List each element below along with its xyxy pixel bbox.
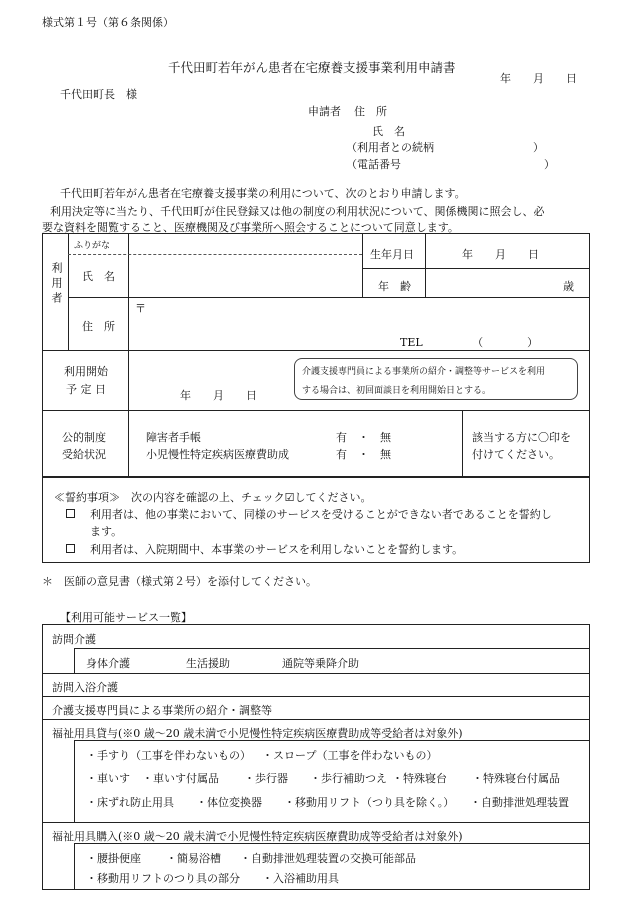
user-name-label: 氏 名 xyxy=(82,270,115,283)
pledge-checkbox-1[interactable] xyxy=(66,509,75,518)
applicant-address-label: 住 所 xyxy=(354,105,387,118)
rental-item: ・スロープ（工事を伴わないもの） xyxy=(262,749,438,762)
purchase-item: ・移動用リフトのつり具の部分 xyxy=(86,872,240,885)
form-number: 様式第１号（第６条関係） xyxy=(42,16,174,29)
services-title: 【利用可能サービス一覧】 xyxy=(60,611,192,624)
user-address-label: 住 所 xyxy=(82,320,115,333)
applicant-phone-label: （電話番号 ） xyxy=(346,158,555,171)
home-care-item: 生活援助 xyxy=(186,657,230,670)
start-date-value: 年 月 日 xyxy=(180,389,257,402)
disability-card-yesno[interactable]: 有 ・ 無 xyxy=(336,431,391,444)
submission-date: 年 月 日 xyxy=(500,72,577,85)
service-care-manager: 介護支援専門員による事業所の紹介・調整等 xyxy=(52,704,272,717)
pediatric-aid-label: 小児慢性特定疾病医療費助成 xyxy=(146,448,289,461)
page-title: 千代田町若年がん患者在宅療養支援事業利用申請書 xyxy=(168,60,456,75)
age-unit: 歳 xyxy=(563,280,574,293)
circle-instruction-1: 該当する方に〇印を xyxy=(472,431,571,444)
pledge-item-1a: 利用者は、他の事業において、同様のサービスを受けることができない者であることを誓約し xyxy=(90,508,552,521)
circle-instruction-2: 付けてください。 xyxy=(472,448,560,461)
service-bathing: 訪問入浴介護 xyxy=(52,681,118,694)
applicant-label: 申請者 xyxy=(308,105,341,118)
pledge-checkbox-2[interactable] xyxy=(66,544,75,553)
pledge-item-1b: ます。 xyxy=(90,525,123,538)
public-system-label-1: 公的制度 xyxy=(62,431,106,444)
intro-text: 千代田町若年がん患者在宅療養支援事業の利用について、次のとおり申請します。 xyxy=(60,187,466,200)
start-date-label-2: 予 定 日 xyxy=(66,383,106,396)
rental-item: ・床ずれ防止用具 xyxy=(86,796,174,809)
tel-field: TEL （ ） xyxy=(400,336,539,349)
user-section-label: 利用者 xyxy=(50,262,63,307)
rental-item: ・車いす xyxy=(86,772,130,785)
service-home-care: 訪問介護 xyxy=(52,633,96,646)
age-label: 年 齢 xyxy=(378,280,411,293)
rental-item: ・体位変換器 xyxy=(196,796,262,809)
home-care-item: 身体介護 xyxy=(86,657,130,670)
addressee: 千代田町長 様 xyxy=(60,88,137,101)
rental-item: ・特殊寝台 xyxy=(392,772,447,785)
rental-item: ・自動排泄処理装置 xyxy=(470,796,569,809)
pediatric-aid-yesno[interactable]: 有 ・ 無 xyxy=(336,448,391,461)
pledge-header: ≪誓約事項≫ 次の内容を確認の上、チェック☑してください。 xyxy=(54,491,372,504)
purchase-item: ・入浴補助用具 xyxy=(262,872,339,885)
birthdate-value: 年 月 日 xyxy=(462,248,539,261)
applicant-name-label: 氏 名 xyxy=(372,125,405,138)
rental-item: ・歩行器 xyxy=(244,772,288,785)
consent-text-2: 要な資料を閲覧すること、医療機関及び事業所へ照会することについて同意します。 xyxy=(42,221,459,234)
rental-item: ・手すり（工事を伴わないもの） xyxy=(86,749,251,762)
service-rental: 福祉用具貸与(※0 歳～20 歳未満で小児慢性特定疾病医療費助成等受給者は対象外) xyxy=(52,727,463,740)
pledge-item-2: 利用者は、入院期間中、本事業のサービスを利用しないことを誓約します。 xyxy=(90,543,464,556)
purchase-item: ・腰掛便座 xyxy=(86,852,141,865)
rental-item: ・移動用リフト（つり具を除く。） xyxy=(284,796,455,809)
furigana-label: ふりがな xyxy=(74,241,111,251)
applicant-relation-label: （利用者との続柄 ） xyxy=(346,141,544,154)
start-date-note-1: 介護支援専門員による事業所の紹介・調整等サービスを利用 xyxy=(302,367,546,377)
purchase-item: ・簡易浴槽 xyxy=(166,852,221,865)
rental-item: ・特殊寝台付属品 xyxy=(472,772,560,785)
service-purchase: 福祉用具購入(※0 歳～20 歳未満で小児慢性特定疾病医療費助成等受給者は対象外) xyxy=(52,830,463,843)
postal-mark: 〒 xyxy=(135,302,146,315)
public-system-label-2: 受給状況 xyxy=(62,448,106,461)
start-date-note-2: する場合は、初回面談日を利用開始日とする。 xyxy=(302,386,492,396)
consent-text-1: 利用決定等に当たり、千代田町が住民登録又は他の制度の利用状況について、関係機関に照会し、必 xyxy=(50,205,545,218)
home-care-item: 通院等乗降介助 xyxy=(282,657,359,670)
birthdate-label: 生年月日 xyxy=(370,248,414,261)
start-date-label-1: 利用開始 xyxy=(64,365,108,378)
rental-item: ・車いす付属品 xyxy=(142,772,219,785)
purchase-item: ・自動排泄処理装置の交換可能部品 xyxy=(240,852,416,865)
rental-item: ・歩行補助つえ xyxy=(310,772,387,785)
disability-card-label: 障害者手帳 xyxy=(146,431,201,444)
footnote: ＊ 医師の意見書（様式第２号）を添付してください。 xyxy=(42,575,317,588)
